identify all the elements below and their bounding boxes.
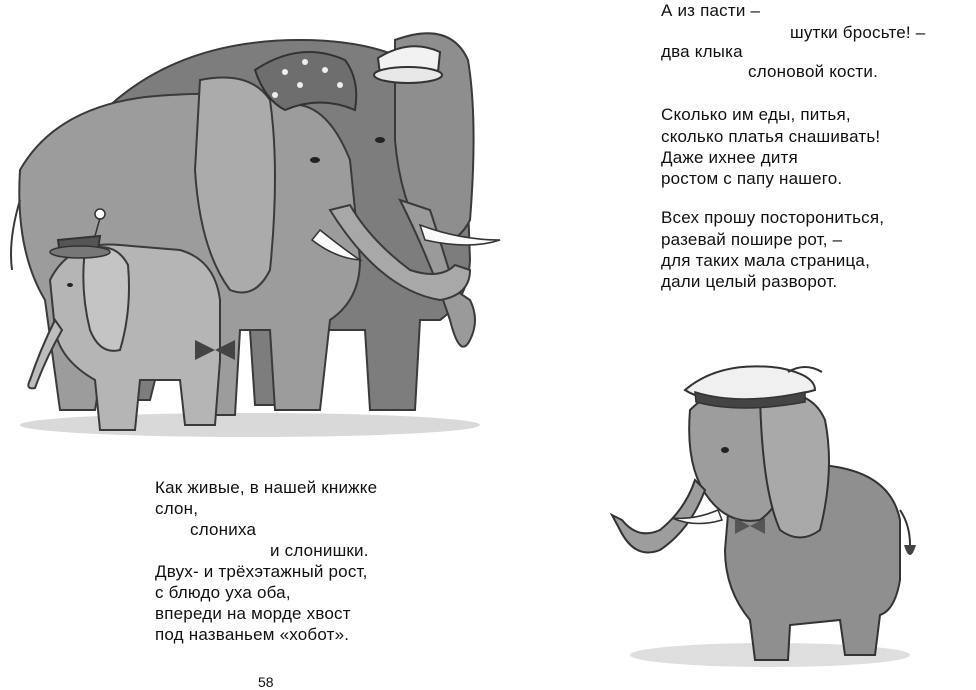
poem-line: Всех прошу посторониться, bbox=[661, 208, 885, 227]
poem-line: с блюдо уха оба, bbox=[155, 583, 291, 602]
poem-line: слон, bbox=[155, 499, 199, 518]
poem-line: и слонишки. bbox=[270, 541, 369, 560]
poem-line: А из пасти – bbox=[661, 1, 761, 20]
poem-line: под названьем «хобот». bbox=[155, 625, 350, 644]
poem-line: Даже ихнее дитя bbox=[661, 148, 798, 167]
poem-line: дали целый разворот. bbox=[661, 272, 838, 291]
poem-line: слониха bbox=[190, 520, 257, 539]
poem-line: разевай пошире рот, – bbox=[661, 230, 843, 249]
poem-line: Двух- и трёхэтажный рост, bbox=[155, 562, 368, 581]
elephant-family-illustration bbox=[0, 0, 520, 450]
poem-line: Как живые, в нашей книжке bbox=[155, 478, 378, 497]
poem-line: два клыка bbox=[661, 42, 743, 61]
ground-shadow bbox=[20, 413, 480, 437]
poem-line: слоновой кости. bbox=[748, 62, 879, 81]
poem-line: сколько платья снашивать! bbox=[661, 127, 881, 146]
poem-line: для таких мала страница, bbox=[661, 251, 871, 270]
baby-elephant-in-cap-illustration bbox=[600, 350, 920, 680]
poem-line: впереди на морде хвост bbox=[155, 604, 351, 623]
poem-line: шутки бросьте! – bbox=[790, 23, 926, 42]
page-number: 58 bbox=[258, 674, 274, 690]
poem-line: ростом с папу нашего. bbox=[661, 169, 843, 188]
poem-line: Сколько им еды, питья, bbox=[661, 105, 851, 124]
